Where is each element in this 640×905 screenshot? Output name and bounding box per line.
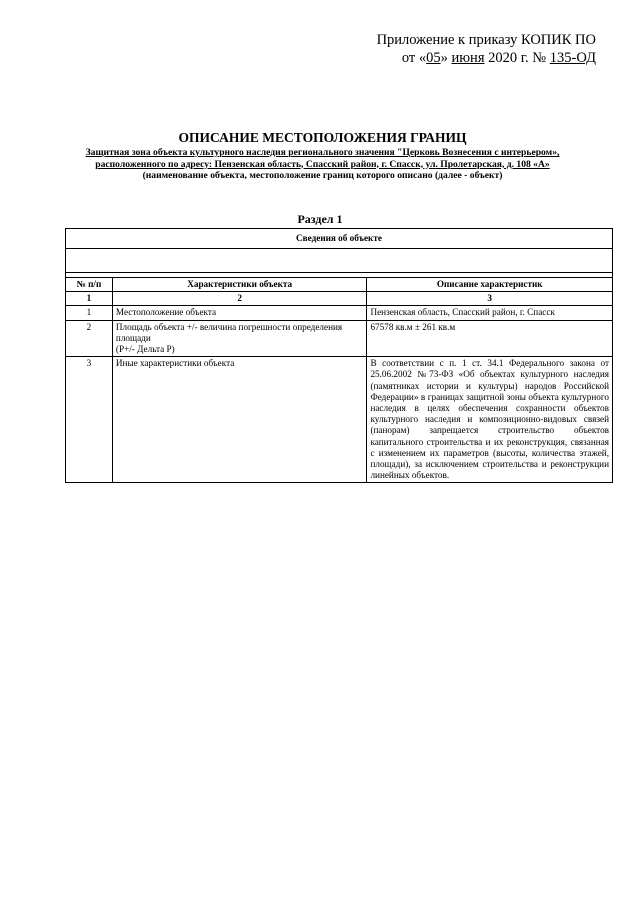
row-characteristic: Местоположение объекта [112, 306, 367, 320]
order-date-prefix: от « [401, 50, 427, 66]
header-num: № п/п [66, 278, 113, 292]
document-title: ОПИСАНИЕ МЕСТОПОЛОЖЕНИЯ ГРАНИЦ [178, 130, 467, 145]
table-row [66, 320, 613, 357]
row-characteristic: Иные характеристики объекта [112, 357, 367, 483]
order-reference-line2 [377, 49, 596, 67]
table-column-numbers-row [66, 292, 613, 306]
row-description: В соответствии с п. 1 ст. 34.1 Федерального закона от 25.06.2002 №73-ФЗ «Об объектах культурного наследия (памятниках истории и культуры) народов Российской Федерации» в границах защитной зоны объекта культурного наследия в целях обеспечения сохранности объектов культурного наследия и композиционно-видовых связей (панорам) запрещается строительство объектов капитального строительства и их реконструкция, связанная с изменением их параметров (высоты, количества этажей, площади), за исключением строительства и реконструкции линейных объектов. [367, 357, 613, 483]
table-row [66, 306, 613, 320]
header-description: Описание характеристик [367, 278, 613, 292]
row-characteristic [112, 320, 367, 357]
document-title-block [60, 129, 585, 182]
table-caption: Сведения об объекте [66, 229, 613, 249]
table-header-row [66, 278, 613, 292]
column-number-2: 2 [112, 292, 367, 306]
table-row [66, 357, 613, 483]
table-caption-row [66, 229, 613, 249]
header-characteristic: Характеристики объекта [112, 278, 367, 292]
row-description: Пензенская область, Спасский район, г. Спасск [367, 306, 613, 320]
order-day: 05 [426, 50, 441, 66]
order-reference-line1: Приложение к приказу КОПИК ПО [376, 32, 596, 48]
section-title: Раздел 1 [297, 212, 343, 226]
row-characteristic-extra: (Р+/- Дельта Р) [115, 344, 175, 355]
order-number: 135-ОД [549, 50, 596, 66]
row-num: 2 [66, 320, 113, 357]
row-num: 1 [66, 306, 113, 320]
column-number-1: 1 [66, 292, 113, 306]
order-year: 2020 г. № [484, 50, 550, 66]
row-characteristic-text: Площадь объекта +/- величина погрешности определения площади [115, 321, 343, 343]
order-reference [377, 31, 596, 67]
object-note: (наименование объекта, местоположение границ которого описано (далее - объект) [142, 170, 503, 181]
table-empty-cell [66, 249, 613, 273]
object-info-table [65, 228, 613, 483]
order-month: июня [451, 50, 485, 66]
column-number-3: 3 [367, 292, 613, 306]
order-date-sep: » [440, 50, 452, 66]
object-description: Защитная зона объекта культурного наследия регионального значения "Церковь Вознесения с интерьером», расположенного по адресу: Пензенская область, Спасский район, г. Спасск, ул. Пролетарская, д. 108 «А» [85, 147, 560, 170]
row-description: 67578 кв.м ± 261 кв.м [367, 320, 613, 357]
table-empty-row [66, 249, 613, 273]
row-num: 3 [66, 357, 113, 483]
